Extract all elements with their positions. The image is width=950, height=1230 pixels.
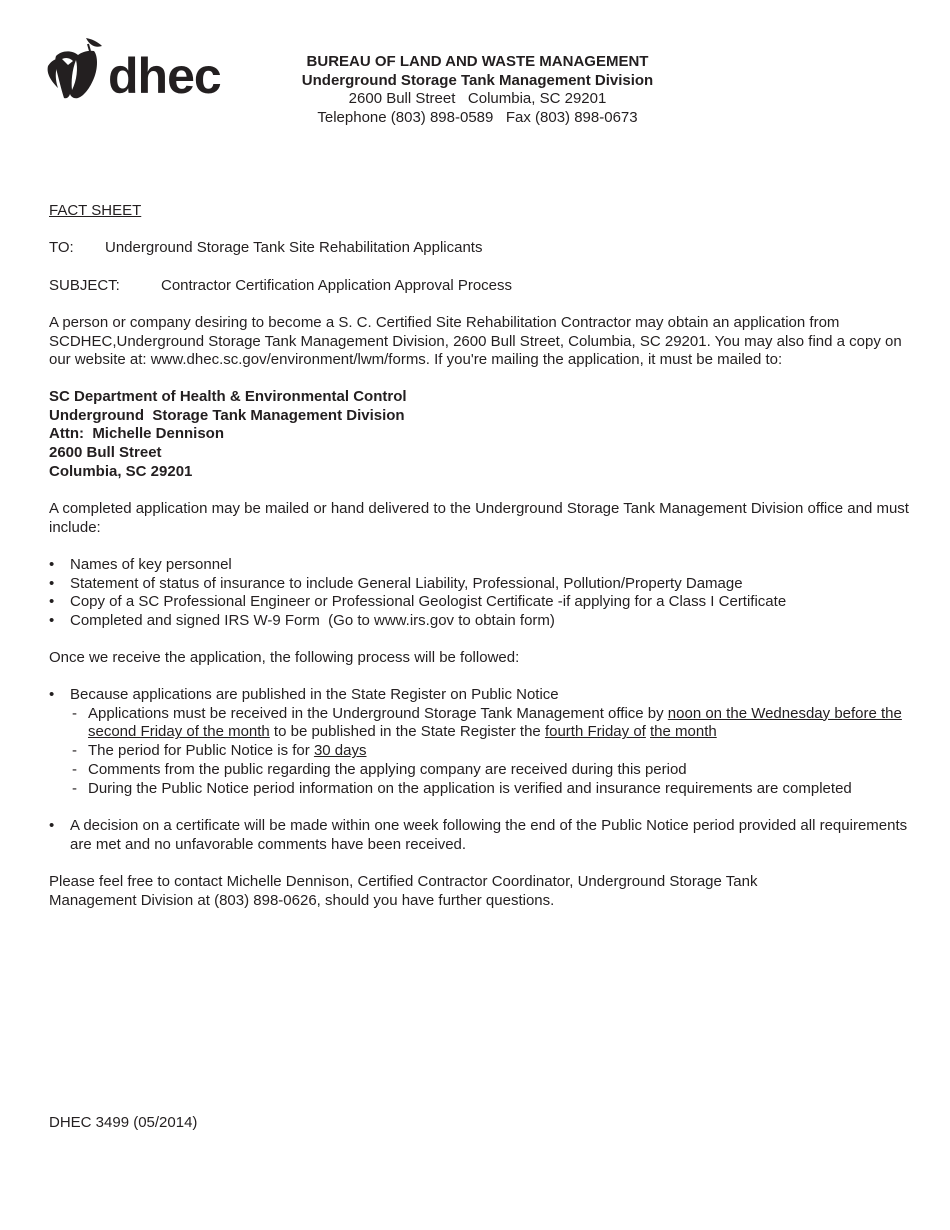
subject-label: SUBJECT:: [49, 277, 120, 294]
address-line: Attn: Michelle Dennison: [49, 425, 225, 443]
form-number: DHEC 3499 (05/2014): [49, 1114, 198, 1131]
address-line: Underground Storage Tank Management Division: [49, 406, 405, 424]
list-item: • Completed and signed IRS W-9 Form (Go to www.irs.gov to obtain form): [49, 612, 929, 631]
intro-paragraph: A person or company desiring to become a S. C. Certified Site Rehabilitation Contractor may obtain an application from SCDHEC,Underground Storage Tank Management Division, 2600 Bull Street, Columbia, SC 29201. You may also find a copy on our website at: www.dhec.sc.gov/environment/lwm/forms. If you're mailing the application, it must be mailed to:: [49, 314, 902, 369]
process-intro: Once we receive the application, the following process will be followed:: [49, 649, 520, 666]
sub-item: - Comments from the public regarding the applying company are received during this period: [49, 761, 929, 780]
publish-date-text: fourth Friday of: [544, 723, 646, 741]
bureau-title: BUREAU OF LAND AND WASTE MANAGEMENT: [306, 53, 649, 70]
publish-month-text: the month: [650, 723, 717, 741]
subject-line: [49, 277, 512, 296]
deadline-text: noon on the Wednesday before the second Friday of the month: [88, 704, 902, 741]
division-title: Underground Storage Tank Management Division: [301, 71, 654, 89]
sub-text: to be published in the State Register the: [269, 723, 545, 741]
decision-item: [49, 817, 919, 854]
decision-text: • A decision on a certificate will be made within one week following the end of the Public Notice period provided all requirements are met and no unfavorable comments have been received.: [49, 817, 919, 854]
header-phone: Telephone (803) 898-0589 Fax (803) 898-0673: [317, 109, 638, 127]
requirements-list: [49, 556, 929, 631]
subject-value: Contractor Certification Application Approval Process: [161, 277, 513, 294]
list-item: [49, 686, 929, 705]
sub-text: The period for Public Notice is for: [88, 742, 314, 760]
address-line: Columbia, SC 29201: [49, 462, 193, 480]
sub-item: [49, 705, 929, 742]
mailing-address: [49, 388, 407, 482]
address-line: SC Department of Health & Environmental Control: [49, 388, 407, 405]
list-item: • Names of key personnel: [49, 556, 929, 575]
sub-text: Applications must be received in the Underground Storage Tank Management office by: [88, 704, 668, 722]
completed-paragraph: A completed application may be mailed or hand delivered to the Underground Storage Tank Management Division office and must include:: [49, 500, 909, 536]
to-value: Underground Storage Tank Site Rehabilitation Applicants: [105, 239, 483, 256]
list-item: • Statement of status of insurance to include General Liability, Professional, Pollution/Property Damage: [49, 575, 929, 594]
to-line: [49, 239, 482, 258]
sub-item: [49, 742, 929, 761]
process-list: [49, 686, 929, 798]
contact-paragraph: Please feel free to contact Michelle Dennison, Certified Contractor Coordinator, Underground Storage Tank Management Division at (803) 898-0626, should you have further questions.: [49, 873, 758, 909]
dhec-logo: [44, 36, 220, 104]
header-address: 2600 Bull Street Columbia, SC 29201: [348, 90, 607, 108]
process-main: Because applications are published in the State Register on Public Notice: [70, 686, 559, 703]
letterhead: [250, 53, 705, 128]
to-label: TO:: [49, 239, 74, 256]
list-item: • Copy of a SC Professional Engineer or Professional Geologist Certificate -if applying for a Class I Certificate: [49, 593, 929, 612]
address-line: 2600 Bull Street: [49, 444, 162, 462]
sub-item: - During the Public Notice period information on the application is verified and insurance requirements are completed: [49, 780, 929, 799]
fact-sheet-heading: FACT SHEET: [49, 202, 142, 219]
logo-text: dhec: [108, 48, 221, 104]
period-text: 30 days: [313, 742, 367, 760]
